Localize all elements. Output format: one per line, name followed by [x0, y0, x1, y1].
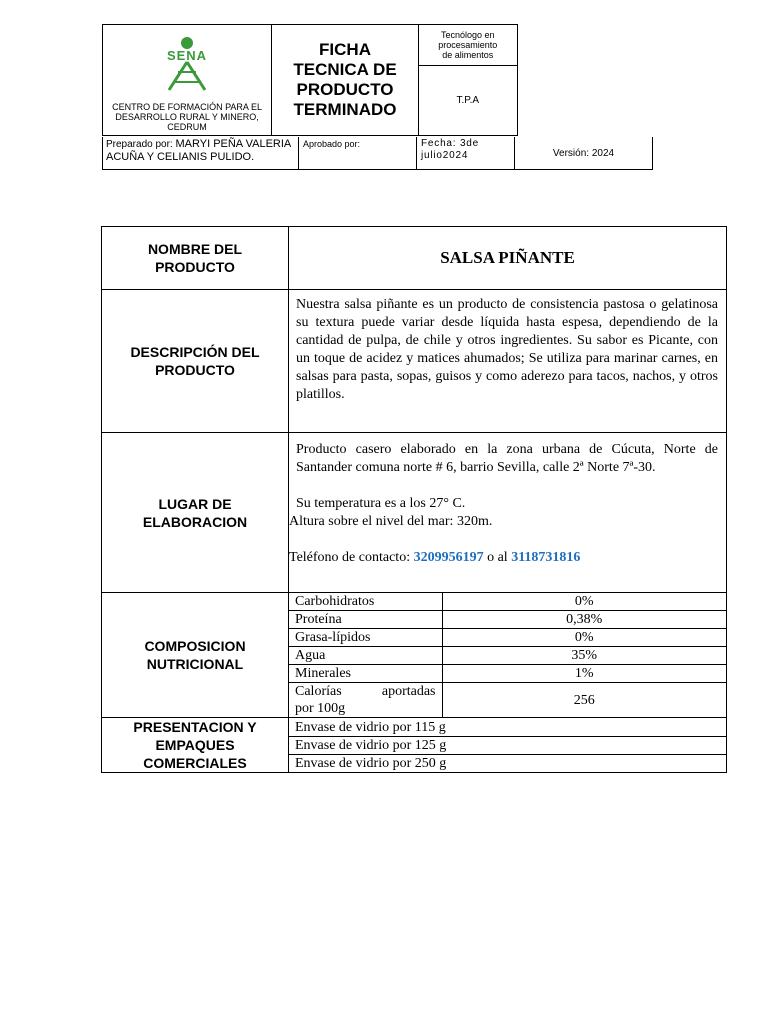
place-text: Producto casero elaborado en la zona urbana de Cúcuta, Norte de Santander comuna norte # 6, barrio Sevilla, calle 2ª Norte 7ª-30.: [296, 442, 718, 475]
packaging-cell: [289, 718, 727, 773]
composition-row: [289, 629, 726, 647]
product-name: SALSA PIÑANTE: [289, 227, 727, 290]
training-center-name: CENTRO DE FORMACIÓN PARA EL DESARROLLO RURAL Y MINERO, CEDRUM: [112, 102, 262, 132]
nutrient-value: 35%: [442, 647, 726, 665]
logo-cell: [103, 25, 272, 136]
packaging-label: PRESENTACION Y EMPAQUES COMERCIALES: [102, 718, 289, 773]
packaging-row: [289, 719, 726, 737]
calories-label-2: por 100g: [295, 701, 346, 716]
packaging-item: Envase de vidrio por 115 g: [289, 719, 726, 737]
nutrient-value: 0%: [442, 629, 726, 647]
approved-by: Aprobado por:: [299, 137, 417, 170]
product-spec-table: [101, 226, 727, 773]
calories-row: [289, 683, 726, 718]
nutrient-value: 0%: [442, 593, 726, 611]
composition-label: COMPOSICION NUTRICIONAL: [102, 593, 289, 718]
header-signature-row: [102, 137, 653, 170]
composition-row: [289, 647, 726, 665]
place-label: LUGAR DE ELABORACION: [102, 433, 289, 593]
packaging-table: [289, 719, 726, 772]
temperature-text: Su temperatura es a los 27° C.: [296, 496, 466, 511]
packaging-row: [289, 736, 726, 754]
calories-label: [289, 683, 442, 718]
nutrient-name: Proteína: [289, 611, 442, 629]
phone-number-1[interactable]: 3209956197: [413, 550, 484, 565]
program-cell: [418, 25, 517, 136]
nutrient-value: 1%: [442, 665, 726, 683]
header-table: [102, 24, 652, 136]
nutrient-name: Agua: [289, 647, 442, 665]
prepared-by-name-1: MARYI PEÑA VALERIA: [175, 138, 292, 150]
description-label: DESCRIPCIÓN DEL PRODUCTO: [102, 290, 289, 433]
date-line-1: Fecha: 3de: [421, 138, 480, 149]
composition-row: [289, 611, 726, 629]
packaging-row: [289, 754, 726, 772]
calories-value: 256: [442, 683, 726, 718]
date-line-2: julio2024: [421, 150, 469, 161]
phone-number-2[interactable]: 3118731816: [511, 550, 581, 565]
program-code: T.P.A: [456, 95, 480, 106]
document-title: FICHA TECNICA DE PRODUCTO TERMINADO: [272, 25, 419, 136]
composition-row: [289, 593, 726, 611]
prepared-by-cell: [103, 137, 299, 170]
sena-logo-text: SENA: [166, 48, 208, 63]
packaging-item: Envase de vidrio por 250 g: [289, 754, 726, 772]
place-cell: [289, 433, 727, 593]
altitude-text: Altura sobre el nivel del mar: 320m.: [289, 514, 493, 529]
nutrient-name: Minerales: [289, 665, 442, 683]
nutrient-name: Grasa-lípidos: [289, 629, 442, 647]
version: Versión: 2024: [515, 137, 653, 170]
prepared-by-label: Preparado por:: [106, 139, 173, 150]
phone-line: [289, 549, 718, 567]
nutrient-name: Carbohidratos: [289, 593, 442, 611]
calories-label-1: Calorías aportadas: [295, 684, 436, 699]
composition-cell: [289, 593, 727, 718]
nutrient-value: 0,38%: [442, 611, 726, 629]
product-description: Nuestra salsa piñante es un producto de consistencia pastosa o gelatinosa su textura puede variar desde líquida hasta espesa, dependiendo de la cantidad de pulpa, de chile y otros ingredientes. Su sabor es Picante, con un toque de acidez y matices ahumados; Se utiliza para marinar carnes, en salsas para pasta, sopas, guisos y como aderezo para tacos, nachos, y otros platillos.: [289, 290, 727, 433]
phone-separator: o al: [483, 550, 512, 565]
date-cell: [417, 137, 515, 170]
sena-logo-icon: [159, 36, 215, 94]
composition-table: [289, 593, 726, 717]
phone-prefix: Teléfono de contacto:: [289, 550, 414, 565]
composition-row: [289, 665, 726, 683]
product-name-label: NOMBRE DEL PRODUCTO: [102, 227, 289, 290]
packaging-item: Envase de vidrio por 125 g: [289, 736, 726, 754]
program-name: Tecnólogo en procesamiento de alimentos: [419, 25, 517, 66]
prepared-by-name-2: ACUÑA Y CELIANIS PULIDO.: [106, 151, 255, 163]
